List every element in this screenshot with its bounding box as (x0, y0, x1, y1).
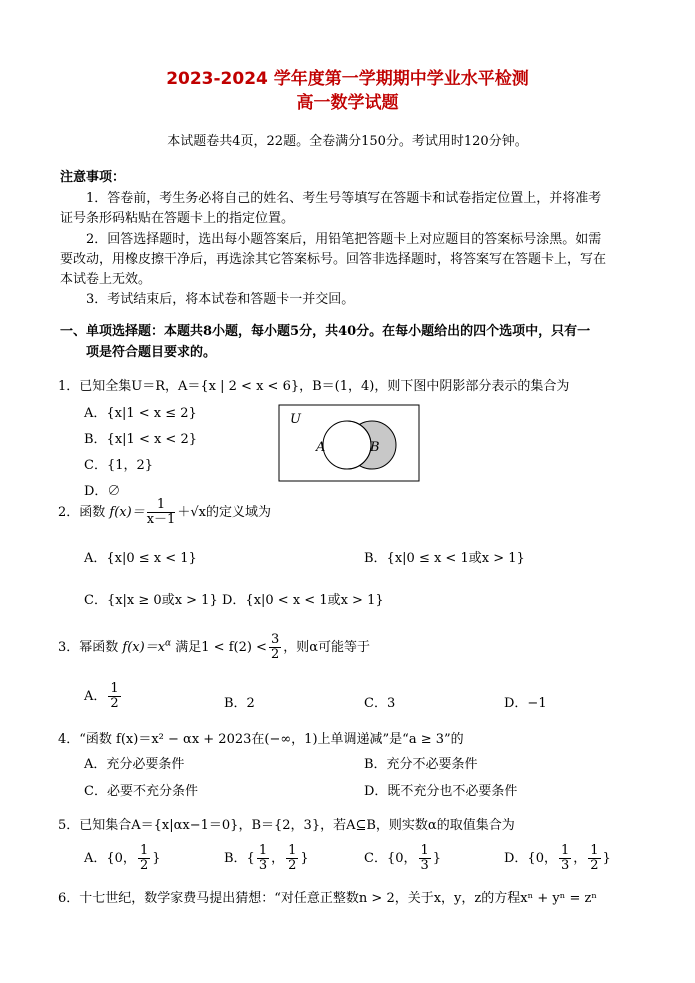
question-4-option-d: D．既不充分也不必要条件 (364, 784, 518, 799)
venn-label-u: U (290, 412, 301, 427)
question-2-option-d: D．{x|0 < x < 1或x > 1} (222, 593, 384, 608)
question-5-option-d: D．{0， $\frac{1}{3}$ ， $\frac{1}{2}$ } (504, 843, 611, 873)
notice-item-2-line-3: 本试卷上无效。 (60, 272, 152, 287)
venn-label-a: A (316, 440, 326, 455)
question-3-stem: 3．幂函数 $f(x)=x^\alpha$ 满足1 < f(2) < $\frac{3}{2}$ ，则α可能等于 (58, 632, 371, 662)
question-1-stem: 1．已知全集U＝R，A＝{x | 2 < x < 6}，B＝(1，4)，则下图中阴影部分表示的集合为 (58, 379, 570, 394)
question-1-option-b: B．{x|1 < x < 2} (84, 432, 197, 447)
notice-item-3: 3．考试结束后，将本试卷和答题卡一并交回。 (86, 292, 355, 307)
question-1-option-d: D．∅ (84, 484, 121, 499)
exam-intro: 本试题卷共4页，22题。全卷满分150分。考试用时120分钟。 (167, 134, 528, 149)
question-5-option-b: B．{ $\frac{1}{3}$ ， $\frac{1}{2}$ } (224, 843, 309, 873)
question-5-stem: 5．已知集合A＝{x|αx−1＝0}，B＝{2，3}，若A⊆B，则实数α的取值集合为 (58, 818, 515, 833)
question-3-option-a: A． $\frac{1}{2}$ (84, 681, 119, 711)
question-2-option-c: C．{x|x ≥ 0或x > 1} (84, 593, 218, 608)
question-1-option-a: A．{x|1 < x ≤ 2} (84, 406, 197, 421)
exam-title: 2023-2024 学年度第一学期期中学业水平检测 (166, 69, 529, 89)
notice-item-1-line-2: 证号条形码粘贴在答题卡上的指定位置。 (60, 211, 295, 226)
notice-item-1-line-1: 1．答卷前，考生务必将自己的姓名、考生号等填写在答题卡和试卷指定位置上，并将准考 (86, 191, 602, 206)
exam-subtitle: 高一数学试题 (296, 93, 399, 113)
question-4-stem: 4．“函数 f(x)＝x² − αx + 2023在(−∞，1)上单调递减”是“a ≥ 3”的 (58, 732, 464, 747)
question-6-stem: 6．十七世纪，数学家费马提出猜想：“对任意正整数n > 2，关于x，y，z的方程xⁿ + yⁿ = zⁿ (58, 891, 597, 906)
venn-label-b: B (370, 440, 380, 455)
question-2-option-a: A．{x|0 ≤ x < 1} (84, 551, 197, 566)
question-3-option-c: C．3 (364, 696, 396, 711)
question-5-option-a: A．{0， $\frac{1}{2}$ } (84, 843, 161, 873)
question-2-option-b: B．{x|0 ≤ x < 1或x > 1} (364, 551, 525, 566)
notice-item-2-line-1: 2．回答选择题时，选出每小题答案后，用铅笔把答题卡上对应题目的答案标号涂黑。如需 (86, 232, 602, 247)
question-4-option-a: A．充分必要条件 (84, 757, 185, 772)
notice-heading: 注意事项： (60, 170, 126, 185)
question-4-option-b: B．充分不必要条件 (364, 757, 478, 772)
notice-item-2-line-2: 要改动，用橡皮擦干净后，再选涂其它答案标号。回答非选择题时，将答案写在答题卡上，写在 (60, 252, 607, 267)
venn-diagram (278, 404, 420, 482)
section-heading-line-1: 一、单项选择题：本题共8小题，每小题5分，共40分。在每小题给出的四个选项中，只有一 (60, 324, 591, 339)
question-1-option-c: C．{1，2} (84, 458, 154, 473)
question-4-option-c: C．必要不充分条件 (84, 784, 198, 799)
question-2-stem: 2．函数 f(x)＝ $\frac{1}{x-1}$ ＋√x的定义域为 (58, 497, 271, 527)
question-3-option-d: D．−1 (504, 696, 547, 711)
section-heading-line-2: 项是符合题目要求的。 (86, 345, 217, 360)
question-3-option-b: B．2 (224, 696, 255, 711)
question-5-option-c: C．{0， $\frac{1}{3}$ } (364, 843, 442, 873)
